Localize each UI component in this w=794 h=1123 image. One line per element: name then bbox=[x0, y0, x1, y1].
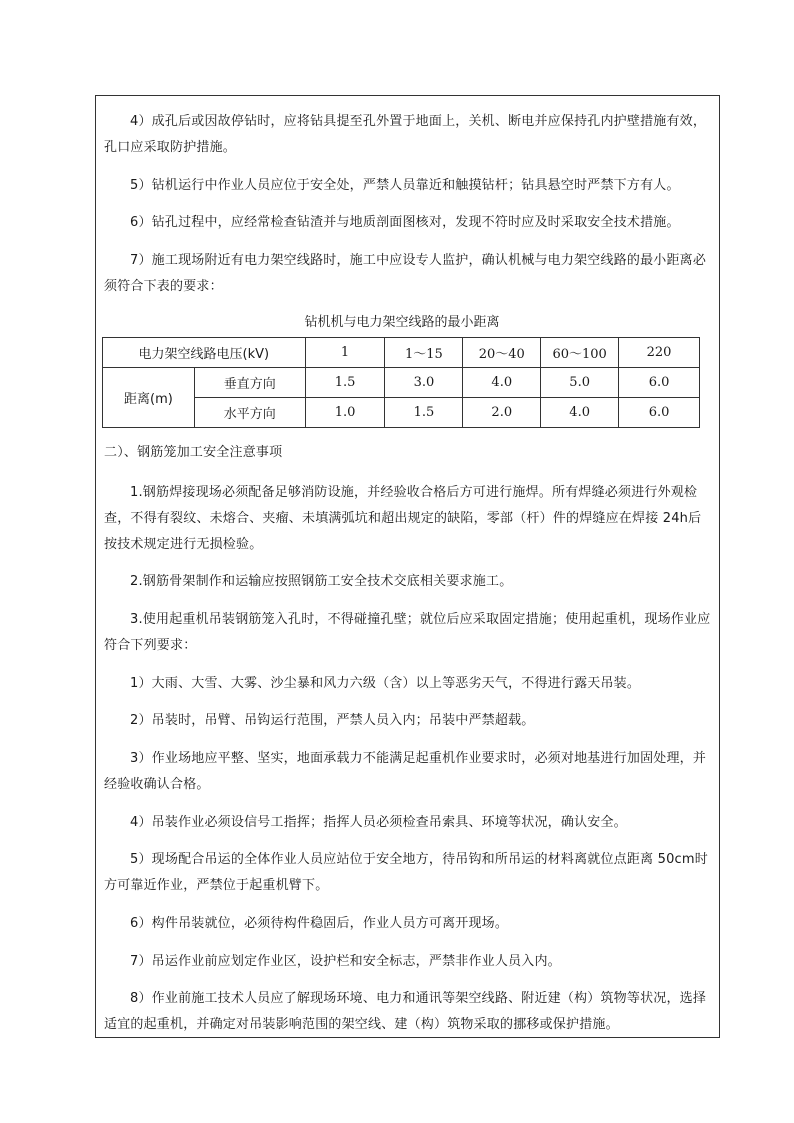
paragraph-rebar-cage: 2.钢筋骨架制作和运输应按照钢筋工安全技术交底相关要求施工。 bbox=[130, 574, 513, 589]
paragraph-weather: 1）大雨、大雪、大雾、沙尘暴和风力六级（含）以上等恶劣天气，不得进行露天吊装。 bbox=[130, 676, 641, 691]
paragraph-crane-lift: 3.使用起重机吊装钢筋笼入孔时，不得碰撞孔壁；就位后应采取固定措施；使用起重机，现场作业应符合下列要求： bbox=[104, 612, 711, 653]
row-label-cell: 垂直方向 bbox=[194, 368, 305, 398]
voltage-cell: 60～100 bbox=[541, 338, 619, 368]
paragraph-drilling-stop: 4）成孔后或因故停钻时，应将钻具提至孔外置于地面上，关机、断电并应保持孔内护壁措施有效，孔口应采取防护措施。 bbox=[104, 114, 707, 155]
paragraph-work-zone: 7）吊运作业前应划定作业区，设护栏和安全标志，严禁非作业人员入内。 bbox=[130, 954, 561, 969]
paragraph-drill-check: 6）钻孔过程中，应经常检查钻渣并与地质剖面图核对，发现不符时应及时采取安全技术措施。 bbox=[130, 215, 680, 230]
paragraph-power-lines: 7）施工现场附近有电力架空线路时，施工中应设专人监护，确认机械与电力架空线路的最小距离必须符合下表的要求： bbox=[104, 253, 707, 294]
table-cell: 1.5 bbox=[305, 368, 385, 398]
table-caption: 钻机机与电力架空线路的最小距离 bbox=[304, 315, 500, 330]
paragraph-personnel: 5）现场配合吊运的全体作业人员应站位于安全地方，待吊钩和所吊运的材料离就位点距离 50cm时方可靠近作业，严禁位于起重机臂下。 bbox=[104, 852, 708, 893]
table-cell: 1.0 bbox=[305, 398, 385, 428]
distance-table bbox=[102, 337, 700, 428]
voltage-cell: 1～15 bbox=[385, 338, 463, 368]
section-heading: 二）、钢筋笼加工安全注意事项 bbox=[104, 445, 283, 460]
paragraph-signal: 4）吊装作业必须设信号工指挥；指挥人员必须检查吊索具、环境等状况，确认安全。 bbox=[130, 815, 627, 830]
paragraph-lift-zone: 2）吊装时，吊臂、吊钩运行范围，严禁人员入内；吊装中严禁超载。 bbox=[130, 713, 535, 728]
paragraph-drill-operation: 5）钻机运行中作业人员应位于安全处，严禁人员靠近和触摸钻杆；钻具悬空时严禁下方有人。 bbox=[130, 178, 680, 193]
table-cell: 2.0 bbox=[463, 398, 541, 428]
table-cell: 4.0 bbox=[463, 368, 541, 398]
voltage-header-cell: 电力架空线路电压(kV) bbox=[103, 338, 306, 368]
table-cell: 6.0 bbox=[619, 368, 700, 398]
paragraph-site-survey: 8）作业前施工技术人员应了解现场环境、电力和通讯等架空线路、附近建（构）筑物等状况，选择适宜的起重机，并确定对吊装影响范围的架空线、建（构）筑物采取的挪移或保护措施。 bbox=[104, 991, 707, 1032]
table-cell: 1.5 bbox=[385, 398, 463, 428]
table-cell: 4.0 bbox=[541, 398, 619, 428]
table-cell: 6.0 bbox=[619, 398, 700, 428]
distance-label-cell: 距离(m) bbox=[103, 368, 195, 428]
table-cell: 5.0 bbox=[541, 368, 619, 398]
voltage-cell: 20～40 bbox=[463, 338, 541, 368]
voltage-cell: 220 bbox=[619, 338, 700, 368]
row-label-cell: 水平方向 bbox=[194, 398, 305, 428]
voltage-cell: 1 bbox=[305, 338, 385, 368]
paragraph-welding: 1.钢筋焊接现场必须配备足够消防设施，并经验收合格后方可进行施焊。所有焊缝必须进行外观检查，不得有裂纹、未熔合、夹瘤、未填满弧坑和超出规定的缺陷，零部（杆）件的焊缝应在焊接 24h后按技术规定进行无损检验。 bbox=[104, 485, 702, 552]
table-cell: 3.0 bbox=[385, 368, 463, 398]
table-row bbox=[103, 368, 700, 398]
paragraph-placement: 6）构件吊装就位，必须待构件稳固后，作业人员方可离开现场。 bbox=[130, 916, 509, 931]
paragraph-ground: 3）作业场地应平整、坚实，地面承载力不能满足起重机作业要求时，必须对地基进行加固处理，并经验收确认合格。 bbox=[104, 751, 707, 792]
table-header-row bbox=[103, 338, 700, 368]
